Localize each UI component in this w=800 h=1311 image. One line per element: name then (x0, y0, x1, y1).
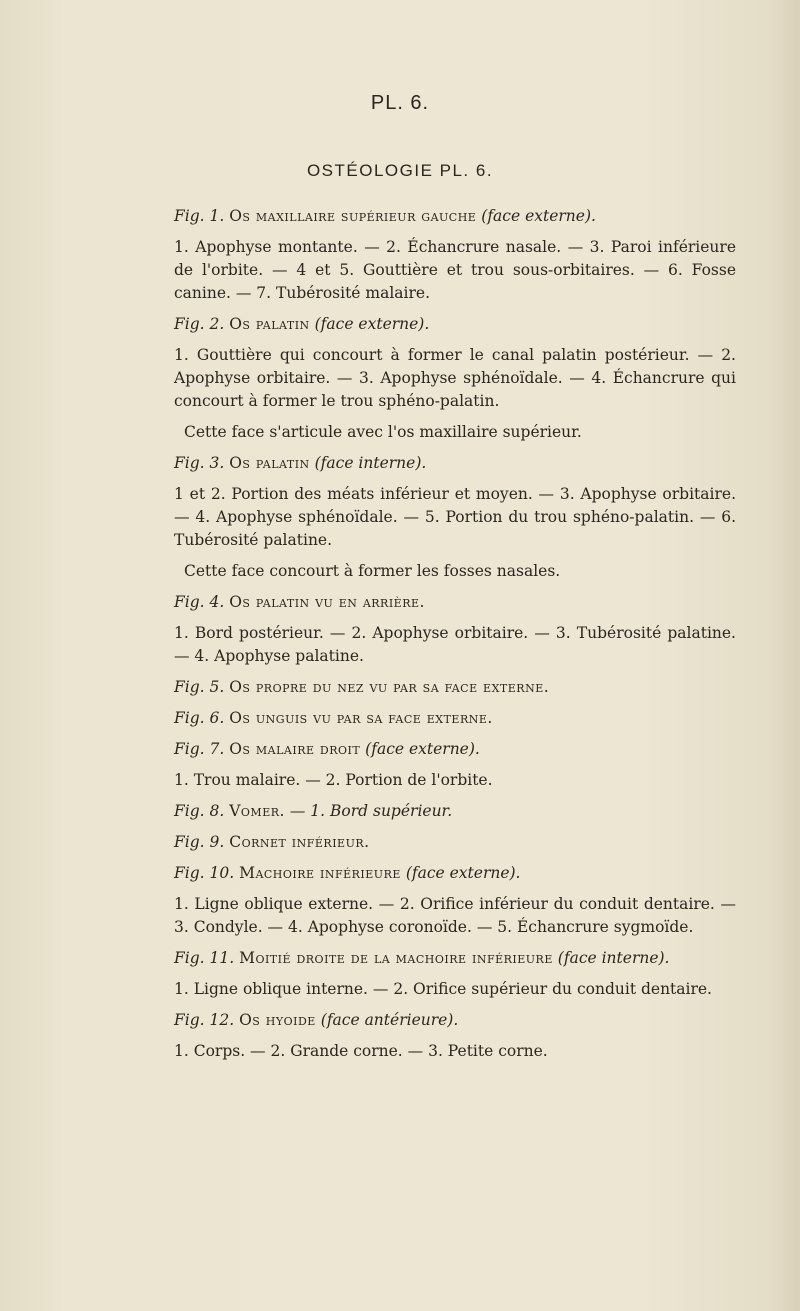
face-note: (face interne). (314, 454, 427, 472)
face-note: — 1. Bord supérieur. (289, 802, 453, 820)
figure-description: 1. Gouttière qui concourt à former le canal palatin postérieur. — 2. Apophyse orbitaire. — 3. Apophyse sphénoïdale. — 4. Échancrure qui concourt à former le trou sphéno-palatin. (174, 346, 736, 410)
figure-heading (174, 800, 736, 823)
figure-label: Fig. 5. (174, 678, 225, 696)
bone-name: Os maxillaire supérieur gauche (229, 207, 477, 225)
figure-label: Fig. 4. (174, 593, 225, 611)
figure-note: Cette face concourt à former les fosses nasales. (184, 562, 561, 580)
bone-name: Cornet inférieur. (229, 833, 370, 851)
face-note: (face externe). (365, 740, 480, 758)
face-note: (face externe). (405, 864, 521, 882)
bone-name: Os hyoide (239, 1011, 316, 1029)
figure-heading (174, 831, 736, 854)
figure-heading (174, 738, 736, 761)
bone-name: Os malaire droit (229, 740, 361, 758)
figure-label: Fig. 8. (174, 802, 225, 820)
figure-heading (174, 591, 736, 614)
figure-heading (174, 452, 736, 475)
figure-description: 1. Apophyse montante. — 2. Échancrure nasale. — 3. Paroi inférieure de l'orbite. — 4 et 5. Gouttière et trou sous-orbitaires. — 6. Fosse canine. — 7. Tubérosité malaire. (174, 238, 736, 302)
bone-name: Vomer. (229, 802, 285, 820)
figure-label: Fig. 1. (174, 207, 225, 225)
bone-name: Os palatin vu en arrière. (229, 593, 425, 611)
bone-name: Moitié droite de la machoire inférieure (239, 949, 553, 967)
figure-label: Fig. 6. (174, 709, 225, 727)
figure-note: Cette face s'articule avec l'os maxillaire supérieur. (184, 423, 582, 441)
figure-label: Fig. 9. (174, 833, 225, 851)
figure-heading (174, 947, 736, 970)
page-title: OSTÉOLOGIE PL. 6. (306, 161, 494, 180)
figure-description: 1. Bord postérieur. — 2. Apophyse orbitaire. — 3. Tubérosité palatine. — 4. Apophyse palatine. (174, 624, 736, 665)
face-note: (face externe). (481, 207, 596, 225)
figure-label: Fig. 12. (174, 1011, 235, 1029)
figure-label: Fig. 11. (174, 949, 235, 967)
figure-description: 1. Corps. — 2. Grande corne. — 3. Petite corne. (174, 1042, 548, 1060)
bone-name: Os propre du nez vu par sa face externe. (229, 678, 550, 696)
bone-name: Os palatin (229, 315, 310, 333)
figure-legend-list (174, 205, 736, 1071)
figure-heading (174, 313, 736, 336)
figure-heading (174, 205, 736, 228)
figure-label: Fig. 2. (174, 315, 225, 333)
figure-label: Fig. 10. (174, 864, 235, 882)
figure-description: 1. Ligne oblique externe. — 2. Orifice inférieur du conduit dentaire. — 3. Condyle. — 4. Apophyse coronoïde. — 5. Échancrure sygmoïde. (174, 895, 736, 936)
face-note: (face antérieure). (320, 1011, 459, 1029)
figure-heading (174, 1009, 736, 1032)
face-note: (face externe). (314, 315, 430, 333)
figure-description: 1. Trou malaire. — 2. Portion de l'orbite. (174, 771, 493, 789)
figure-description: 1. Ligne oblique interne. — 2. Orifice supérieur du conduit dentaire. (174, 980, 712, 998)
plate-label: PL. 6. (370, 92, 430, 114)
face-note: (face interne). (557, 949, 670, 967)
figure-heading (174, 862, 736, 885)
bone-name: Os palatin (229, 454, 310, 472)
bone-name: Machoire inférieure (239, 864, 401, 882)
figure-description: 1 et 2. Portion des méats inférieur et moyen. — 3. Apophyse orbitaire. — 4. Apophyse sphénoïdale. — 5. Portion du trou sphéno-palatin. — 6. Tubérosité palatine. (174, 485, 736, 549)
figure-label: Fig. 3. (174, 454, 225, 472)
figure-label: Fig. 7. (174, 740, 225, 758)
figure-heading (174, 676, 736, 699)
bone-name: Os unguis vu par sa face externe. (229, 709, 493, 727)
figure-heading (174, 707, 736, 730)
